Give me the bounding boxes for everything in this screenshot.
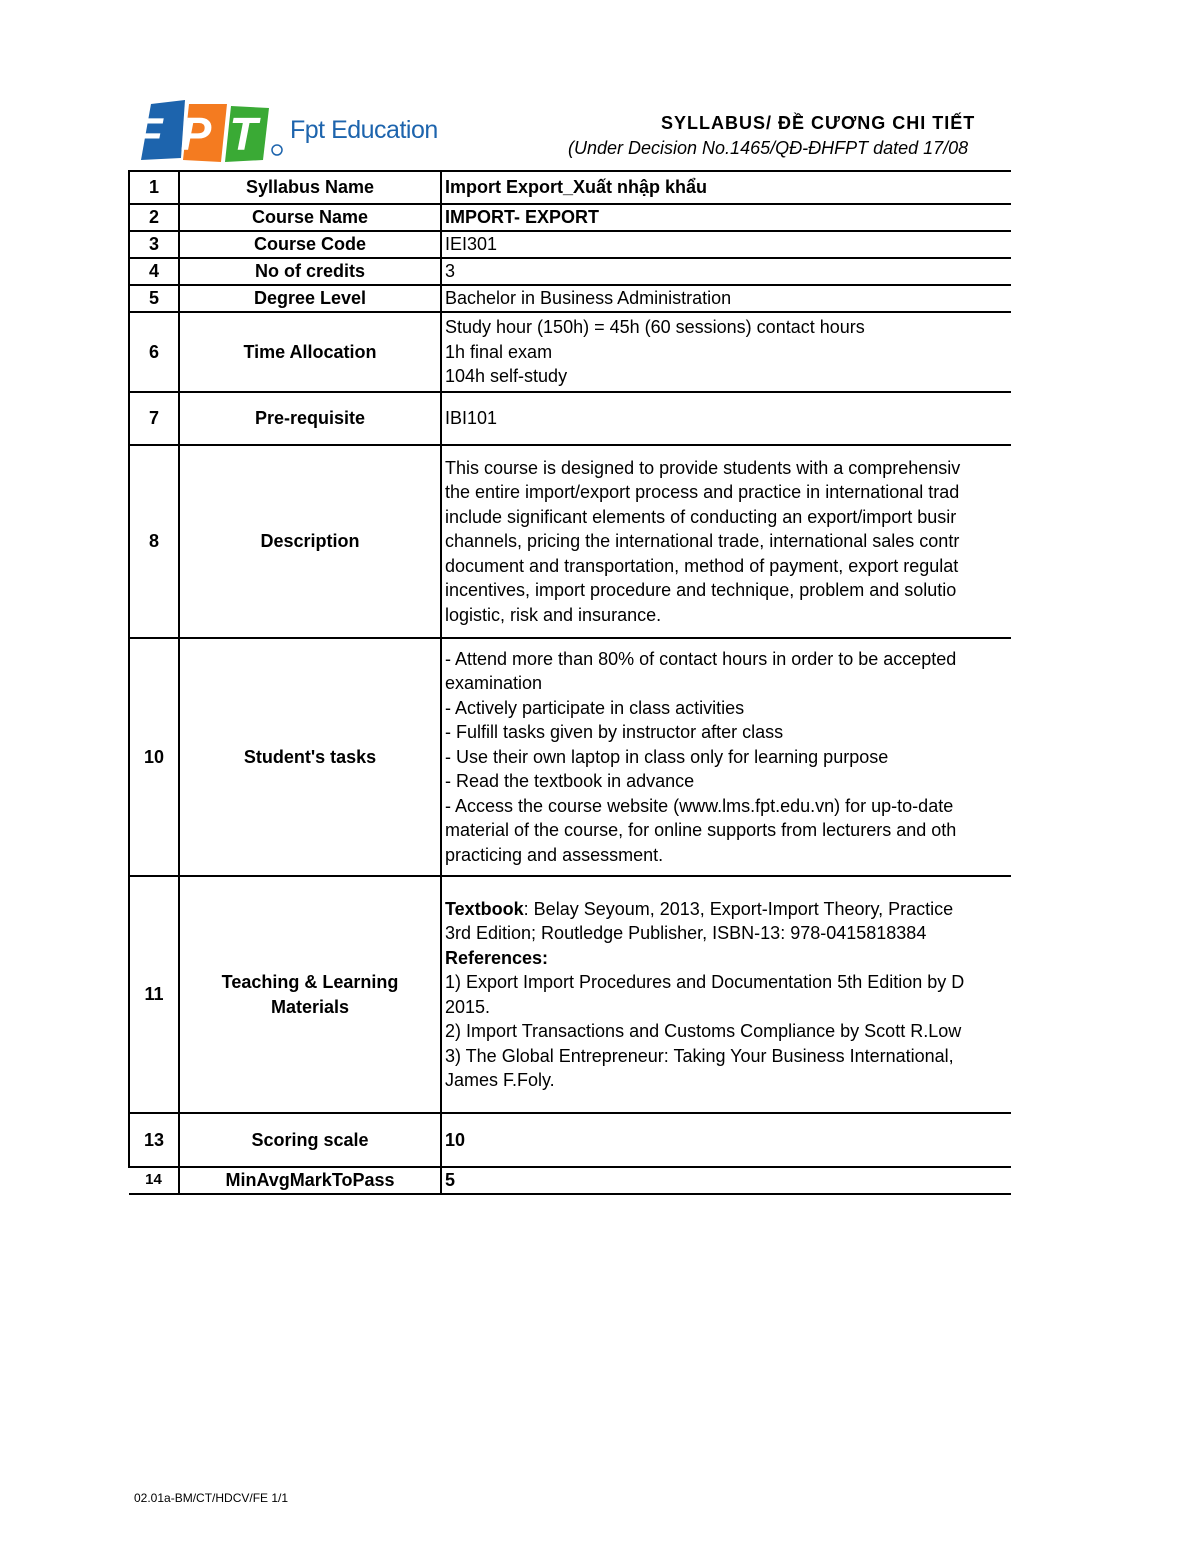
row-number: 14 — [129, 1167, 179, 1194]
textbook-text: : Belay Seyoum, 2013, Export-Import Theory, Practice — [523, 898, 954, 919]
value-line: examination — [445, 673, 543, 694]
row-number: 7 — [129, 392, 179, 445]
value-line: incentives, import procedure and technique, problem and solutio — [445, 580, 957, 601]
form-code: 02.01a-BM/CT/HDCV/FE 1/1 — [134, 1491, 289, 1505]
value-line: James F.Foly. — [445, 1070, 555, 1090]
row-label-line: Materials — [270, 996, 350, 1017]
value-line: 2015. — [445, 996, 491, 1017]
row-label: Description — [179, 445, 441, 638]
row-value: Import Export_Xuất nhập khẩu — [441, 171, 1011, 204]
row-label: Scoring scale — [179, 1113, 441, 1167]
value-line: material of the course, for online supports from lecturers and oth — [445, 820, 957, 841]
row-label: Student's tasks — [179, 638, 441, 876]
table-row — [129, 392, 1011, 445]
row-value: IBI101 — [441, 392, 1011, 445]
row-value — [441, 312, 1011, 392]
row-value: Bachelor in Business Administration — [441, 285, 1011, 312]
row-label: MinAvgMarkToPass — [179, 1167, 441, 1194]
value-line: - Fulfill tasks given by instructor after class — [445, 722, 784, 743]
textbook-line — [445, 897, 1011, 922]
row-value — [441, 876, 1011, 1113]
logo-wordmark: Fpt Education — [290, 116, 438, 144]
row-label-line: Teaching & Learning — [221, 972, 399, 992]
value-line: practicing and assessment. — [445, 844, 664, 865]
value-line: - Attend more than 80% of contact hours in order to be accepted — [445, 648, 957, 669]
row-number: 5 — [129, 285, 179, 312]
row-number: 10 — [129, 638, 179, 876]
row-label: Course Name — [179, 204, 441, 231]
table-row — [129, 312, 1011, 392]
value-line: - Use their own laptop in class only for learning purpose — [445, 746, 889, 767]
row-label: Pre-requisite — [179, 392, 441, 445]
row-label — [179, 876, 441, 1113]
row-number: 6 — [129, 312, 179, 392]
document-title: SYLLABUS/ ĐỀ CƯƠNG CHI TIẾT — [661, 113, 976, 133]
value-line: 3) The Global Entrepreneur: Taking Your Business International, — [445, 1045, 954, 1066]
table-row — [129, 258, 1011, 285]
row-label: Syllabus Name — [179, 171, 441, 204]
row-number: 2 — [129, 204, 179, 231]
table-row — [129, 204, 1011, 231]
row-value: IMPORT- EXPORT — [441, 204, 1011, 231]
value-line: the entire import/export process and practice in international trad — [445, 482, 960, 503]
table-row — [129, 285, 1011, 312]
value-line: logistic, risk and insurance. — [445, 604, 662, 625]
references-label: References: — [445, 947, 549, 968]
row-number: 4 — [129, 258, 179, 285]
row-number: 1 — [129, 171, 179, 204]
value-line: include significant elements of conducting an export/import busir — [445, 506, 957, 527]
row-label: No of credits — [179, 258, 441, 285]
row-value — [441, 638, 1011, 876]
table-row — [129, 638, 1011, 876]
table-row — [129, 876, 1011, 1113]
row-label: Course Code — [179, 231, 441, 258]
value-line: 2) Import Transactions and Customs Compliance by Scott R.Low — [445, 1021, 962, 1041]
value-line: 104h self-study — [445, 366, 568, 387]
row-value — [441, 445, 1011, 638]
fpt-logo-letters: FPT — [137, 108, 276, 160]
row-number: 13 — [129, 1113, 179, 1167]
row-value: 10 — [441, 1113, 1011, 1167]
table-row — [129, 445, 1011, 638]
value-line: This course is designed to provide students with a comprehensiv — [445, 457, 961, 478]
syllabus-table — [128, 170, 1011, 1195]
document-subtitle: (Under Decision No.1465/QĐ-ĐHFPT dated 17/08 — [568, 138, 969, 158]
value-line: Study hour (150h) = 45h (60 sessions) contact hours — [445, 317, 865, 338]
row-value: 5 — [441, 1167, 1011, 1194]
row-value: IEI301 — [441, 231, 1011, 258]
value-line: 1h final exam — [445, 341, 553, 362]
value-line: - Read the textbook in advance — [445, 771, 695, 792]
fpt-logo-icon — [137, 98, 287, 168]
row-value: 3 — [441, 258, 1011, 285]
table-row — [129, 1167, 1011, 1194]
value-line: 1) Export Import Procedures and Documentation 5th Edition by D — [445, 972, 965, 992]
row-number: 8 — [129, 445, 179, 638]
value-line: - Actively participate in class activities — [445, 697, 745, 718]
value-line: - Access the course website (www.lms.fpt.edu.vn) for up-to-date — [445, 795, 954, 816]
table-row — [129, 171, 1011, 204]
value-line: channels, pricing the international trade, international sales contr — [445, 531, 960, 552]
row-label: Degree Level — [179, 285, 441, 312]
row-number: 3 — [129, 231, 179, 258]
textbook-label: Textbook — [445, 898, 524, 919]
table-row — [129, 1113, 1011, 1167]
value-line: document and transportation, method of payment, export regulat — [445, 555, 959, 576]
table-row — [129, 231, 1011, 258]
value-line: 3rd Edition; Routledge Publisher, ISBN-13: 978-0415818384 — [445, 923, 927, 943]
row-number: 11 — [129, 876, 179, 1113]
row-label: Time Allocation — [179, 312, 441, 392]
